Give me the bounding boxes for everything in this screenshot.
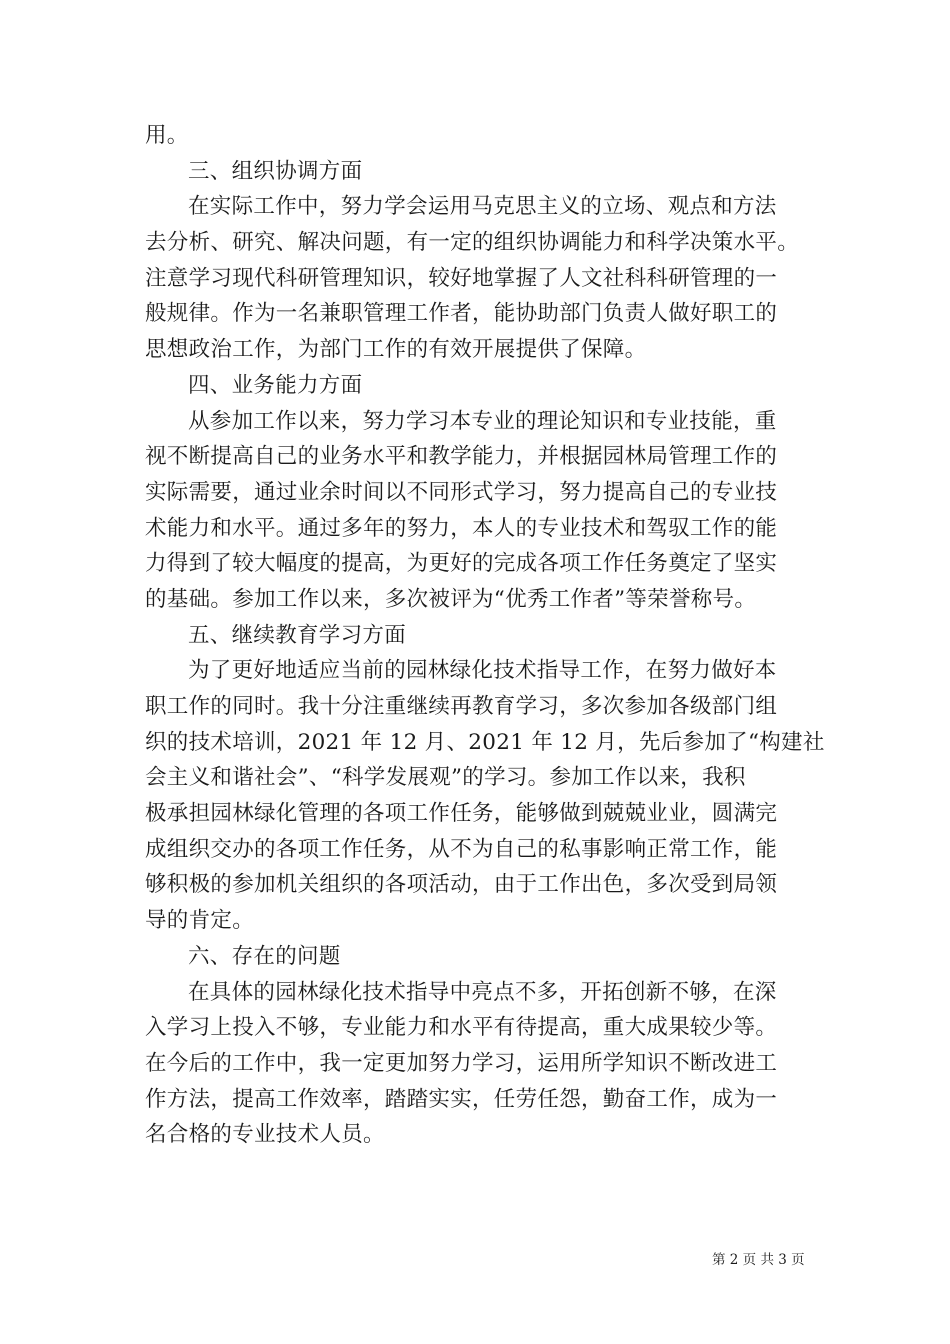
section-heading: 三、组织协调方面: [188, 158, 363, 184]
paragraph-line: 成组织交办的各项工作任务，从不为自己的私事影响正常工作，能: [145, 836, 778, 862]
paragraph-line: 在今后的工作中，我一定更加努力学习，运用所学知识不断改进工: [145, 1050, 778, 1076]
paragraph-line: 导的肯定。: [145, 908, 255, 934]
section-heading: 六、存在的问题: [188, 943, 341, 969]
paragraph-line: 入学习上投入不够，专业能力和水平有待提高，重大成果较少等。: [145, 1015, 778, 1041]
page-number: 第 2 页 共 3 页: [712, 1252, 805, 1268]
paragraph-line: 会主义和谐社会”、“科学发展观”的学习。参加工作以来，我积: [145, 765, 746, 791]
paragraph-line: 注意学习现代科研管理知识，较好地掌握了人文社科科研管理的一: [145, 265, 778, 291]
paragraph-line: 思想政治工作，为部门工作的有效开展提供了保障。: [145, 337, 647, 363]
paragraph-line: 织的技术培训，2021 年 12 月、2021 年 12 月，先后参加了“构建社: [145, 729, 825, 755]
paragraph-line: 视不断提高自己的业务水平和教学能力，并根据园林局管理工作的: [145, 444, 778, 470]
paragraph-line: 在实际工作中，努力学会运用马克思主义的立场、观点和方法: [188, 194, 777, 220]
section-heading: 五、继续教育学习方面: [188, 622, 407, 648]
paragraph-line: 用。: [145, 123, 189, 148]
paragraph-line: 够积极的参加机关组织的各项活动，由于工作出色，多次受到局领: [145, 872, 778, 898]
paragraph-line: 为了更好地适应当前的园林绿化技术指导工作，在努力做好本: [188, 658, 777, 684]
paragraph-line: 力得到了较大幅度的提高，为更好的完成各项工作任务奠定了坚实: [145, 551, 778, 577]
paragraph-line: 职工作的同时。我十分注重继续再教育学习，多次参加各级部门组: [145, 694, 778, 719]
section-heading: 四、业务能力方面: [188, 372, 363, 398]
paragraph-line: 实际需要，通过业余时间以不同形式学习，努力提高自己的专业技: [145, 479, 778, 505]
paragraph-line: 般规律。作为一名兼职管理工作者，能协助部门负责人做好职工的: [145, 301, 778, 327]
paragraph-line: 去分析、研究、解决问题，有一定的组织协调能力和科学决策水平。: [145, 230, 800, 256]
paragraph-line: 从参加工作以来，努力学习本专业的理论知识和专业技能，重: [188, 408, 777, 434]
paragraph-line: 的基础。参加工作以来，多次被评为“优秀工作者”等荣誉称号。: [145, 586, 757, 612]
paragraph-line: 作方法，提高工作效率，踏踏实实，任劳任怨，勤奋工作，成为一: [145, 1086, 778, 1112]
document-body: [145, 118, 825, 1153]
paragraph-line: 名合格的专业技术人员。: [145, 1122, 385, 1148]
paragraph-line: 极承担园林绿化管理的各项工作任务，能够做到兢兢业业，圆满完: [145, 801, 778, 827]
paragraph-line: 术能力和水平。通过多年的努力，本人的专业技术和驾驭工作的能: [145, 515, 778, 541]
paragraph-line: 在具体的园林绿化技术指导中亮点不多，开拓创新不够，在深: [188, 979, 777, 1005]
